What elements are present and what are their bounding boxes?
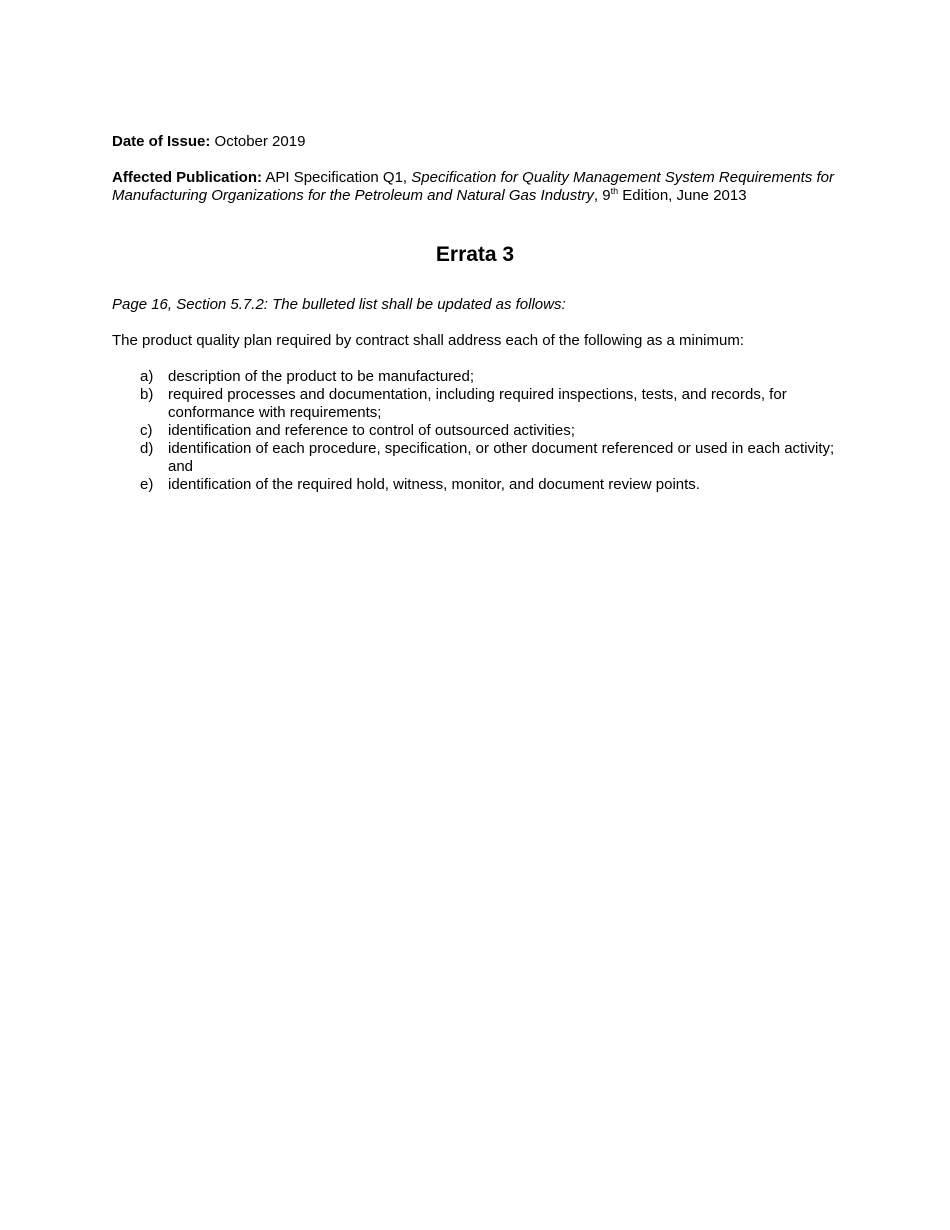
list-item-text: description of the product to be manufactured; bbox=[168, 368, 475, 385]
list-item bbox=[140, 476, 840, 494]
list-item bbox=[140, 386, 840, 422]
date-of-issue-label: Date of Issue: bbox=[112, 133, 211, 150]
publication-id: API Specification Q1, bbox=[265, 169, 408, 186]
list-item-letter: a) bbox=[140, 368, 154, 385]
list-item bbox=[140, 422, 840, 440]
list-item bbox=[140, 368, 840, 386]
affected-publication bbox=[112, 169, 852, 205]
affected-publication-label: Affected Publication: bbox=[112, 169, 263, 186]
requirements-list bbox=[140, 368, 840, 494]
list-item-text: identification of each procedure, specification, or other document referenced or used in each activity; and bbox=[168, 440, 835, 475]
list-item-text: identification of the required hold, witness, monitor, and document review points. bbox=[168, 476, 700, 493]
date-of-issue bbox=[112, 133, 305, 151]
list-item-text: required processes and documentation, including required inspections, tests, and records, for conformance with requirements; bbox=[168, 386, 787, 421]
list-item-letter: e) bbox=[140, 476, 154, 493]
date-of-issue-value: October 2019 bbox=[214, 133, 306, 150]
list-item-text: identification and reference to control of outsourced activities; bbox=[168, 422, 575, 439]
publication-title: Specification for Quality Management System Requirements for Manufacturing Organizations for the Petroleum and Natural Gas Industry bbox=[112, 169, 834, 204]
section-reference: Page 16, Section 5.7.2: The bulleted list shall be updated as follows: bbox=[112, 296, 566, 313]
intro-paragraph: The product quality plan required by contract shall address each of the following as a minimum: bbox=[112, 332, 744, 349]
page-title: Errata 3 bbox=[435, 243, 515, 266]
list-item-letter: c) bbox=[140, 422, 153, 439]
edition-superscript: th bbox=[610, 186, 619, 196]
list-item-letter: b) bbox=[140, 386, 154, 403]
list-item-letter: d) bbox=[140, 440, 154, 457]
publication-separator: , bbox=[593, 187, 599, 204]
edition-number: 9 bbox=[602, 187, 611, 204]
list-item bbox=[140, 440, 840, 476]
edition-date: Edition, June 2013 bbox=[622, 187, 747, 204]
